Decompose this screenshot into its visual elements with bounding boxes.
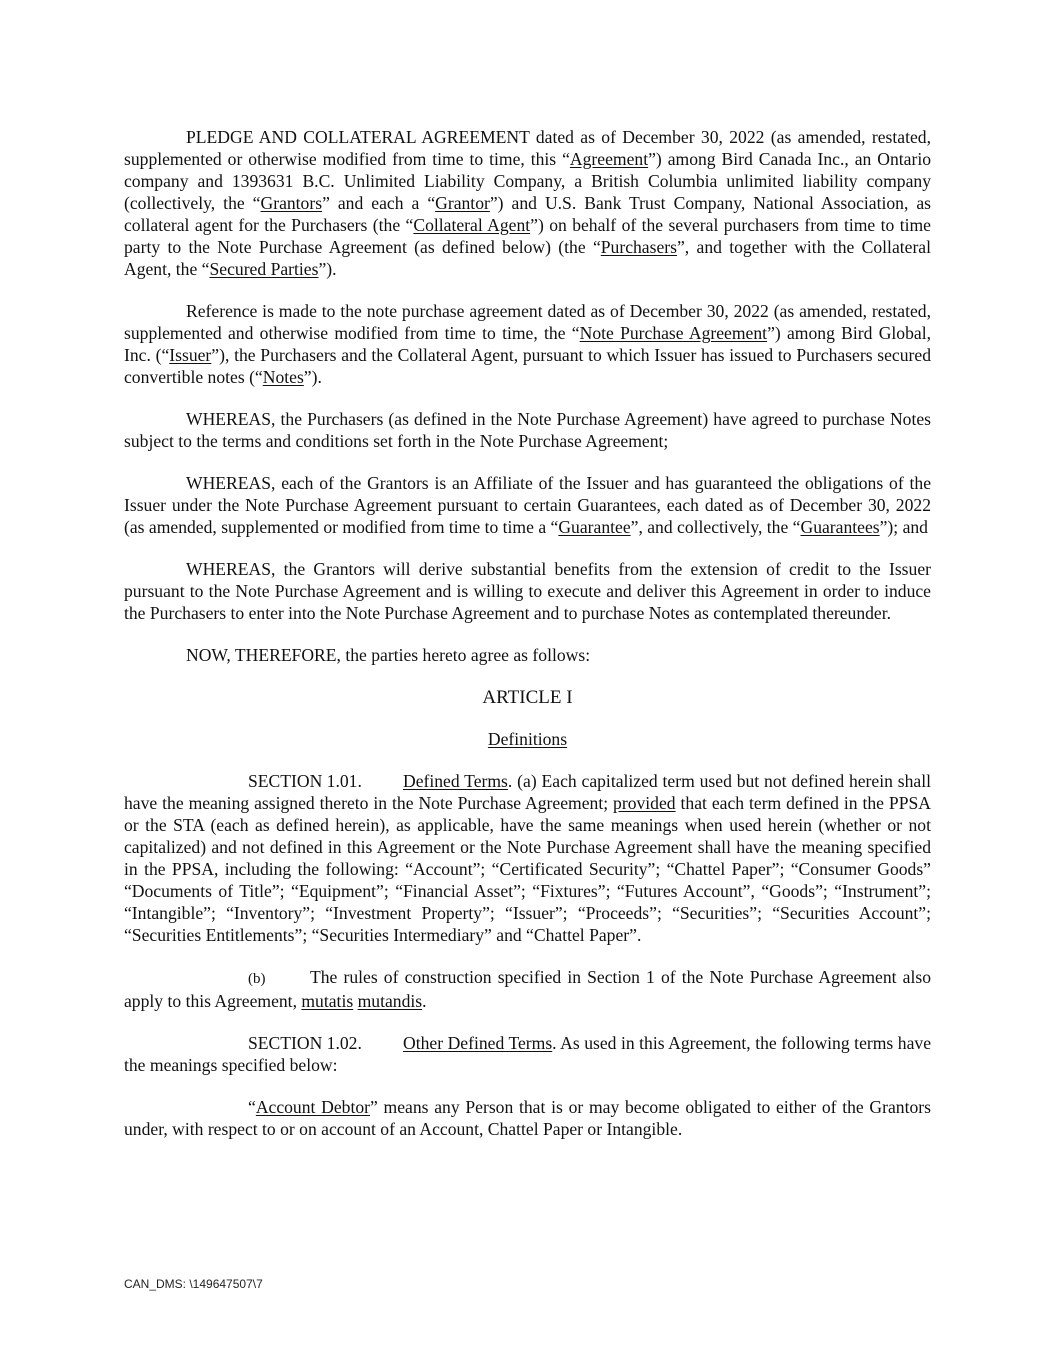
section-title: Other Defined Terms <box>403 1033 553 1053</box>
subsection-label: (b) <box>248 971 266 987</box>
reference-paragraph: Reference is made to the note purchase agreement dated as of December 30, 2022 (as amended, restated, supplemented and otherwise modified from time to time, the “Note Purchase Agreement”) among Bird Global, Inc. (“Issuer”), the Purchasers and the Collateral Agent, pursuant to which Issuer has issued to Purchasers secured convertible notes (“Notes”). <box>124 301 931 387</box>
term-guarantees: Guarantees <box>800 517 880 537</box>
definition-account-debtor: “Account Debtor” means any Person that is or may become obligated to either of the Grantors under, with respect to or on account of an Account, Chattel Paper or Intangible. <box>124 1097 931 1139</box>
term-agreement: Agreement <box>569 149 649 169</box>
term-provided: provided <box>613 793 676 813</box>
term-issuer: Issuer <box>169 345 212 365</box>
section-number: SECTION 1.02. <box>248 1033 362 1053</box>
term-grantors: Grantors <box>260 193 323 213</box>
whereas-paragraph-1: WHEREAS, the Purchasers (as defined in the Note Purchase Agreement) have agreed to purchase Notes subject to the terms and conditions set forth in the Note Purchase Agreement; <box>124 409 931 451</box>
term-guarantee: Guarantee <box>558 517 631 537</box>
subsection-b: (b) The rules of construction specified in Section 1 of the Note Purchase Agreement also apply to this Agreement, mutatis mutandis. <box>124 967 931 1011</box>
section-1-02: SECTION 1.02. Other Defined Terms. As used in this Agreement, the following terms have the meanings specified below: <box>124 1033 931 1075</box>
term-collateral-agent: Collateral Agent <box>413 215 531 235</box>
term-notes: Notes <box>262 367 304 387</box>
term-mutatis: mutatis <box>301 991 354 1011</box>
section-1-01: SECTION 1.01. Defined Terms. (a) Each capitalized term used but not defined herein shall have the meaning assigned thereto in the Note Purchase Agreement; provided that each term defined in the PPSA or the STA (each as defined herein), as applicable, have the same meanings when used herein (whether or not capitalized) and not defined in this Agreement or the Note Purchase Agreement shall have the meaning specified in the PPSA, including the following: “Account”; “Certificated Security”; “Chattel Paper”; “Consumer Goods” “Documents of Title”; “Equipment”; “Financial Asset”; “Fixtures”; “Futures Account”, “Goods”; “Instrument”; “Intangible”; “Inventory”; “Investment Property”; “Issuer”; “Proceeds”; “Securities”; “Securities Account”; “Securities Entitlements”; “Securities Intermediary” and “Chattel Paper”. <box>124 771 931 945</box>
article-heading-text: Definitions <box>487 729 568 749</box>
now-therefore-paragraph: NOW, THEREFORE, the parties hereto agree as follows: <box>186 645 591 665</box>
preamble-paragraph: PLEDGE AND COLLATERAL AGREEMENT dated as of December 30, 2022 (as amended, restated, supplemented or otherwise modified from time to time, this “Agreement”) among Bird Canada Inc., an Ontario company and 1393631 B.C. Unlimited Liability Company, a British Columbia unlimited liability company (collectively, the “Grantors” and each a “Grantor”) and U.S. Bank Trust Company, National Association, as collateral agent for the Purchasers (the “Collateral Agent”) on behalf of the several purchasers from time to time party to the Note Purchase Agreement (as defined below) (the “Purchasers”, and together with the Collateral Agent, the “Secured Parties”). <box>124 127 932 279</box>
whereas-paragraph-2: WHEREAS, each of the Grantors is an Affiliate of the Issuer and has guaranteed the obligations of the Issuer under the Note Purchase Agreement pursuant to certain Guarantees, each dated as of December 30, 2022 (as amended, supplemented or modified from time to time a “Guarantee”, and collectively, the “Guarantees”); and <box>124 473 931 537</box>
term-grantor: Grantor <box>435 193 490 213</box>
term-note-purchase-agreement: Note Purchase Agreement <box>579 323 768 343</box>
term-mutandis: mutandis <box>357 991 423 1011</box>
article-title: ARTICLE I <box>482 687 573 708</box>
section-title: Defined Terms <box>403 771 508 791</box>
document-body <box>124 126 931 1160</box>
section-number: SECTION 1.01. <box>248 771 362 791</box>
whereas-paragraph-3: WHEREAS, the Grantors will derive substantial benefits from the extension of credit to the Issuer pursuant to the Note Purchase Agreement and is willing to execute and deliver this Agreement in order to induce the Purchasers to enter into the Note Purchase Agreement and to purchase Notes as contemplated thereunder. <box>124 559 931 623</box>
article-heading <box>124 728 931 750</box>
document-footer-id: CAN_DMS: \149647507\7 <box>124 1277 263 1291</box>
term-account-debtor: Account Debtor <box>255 1097 371 1117</box>
term-purchasers: Purchasers <box>600 237 677 257</box>
term-secured-parties: Secured Parties <box>209 259 319 279</box>
